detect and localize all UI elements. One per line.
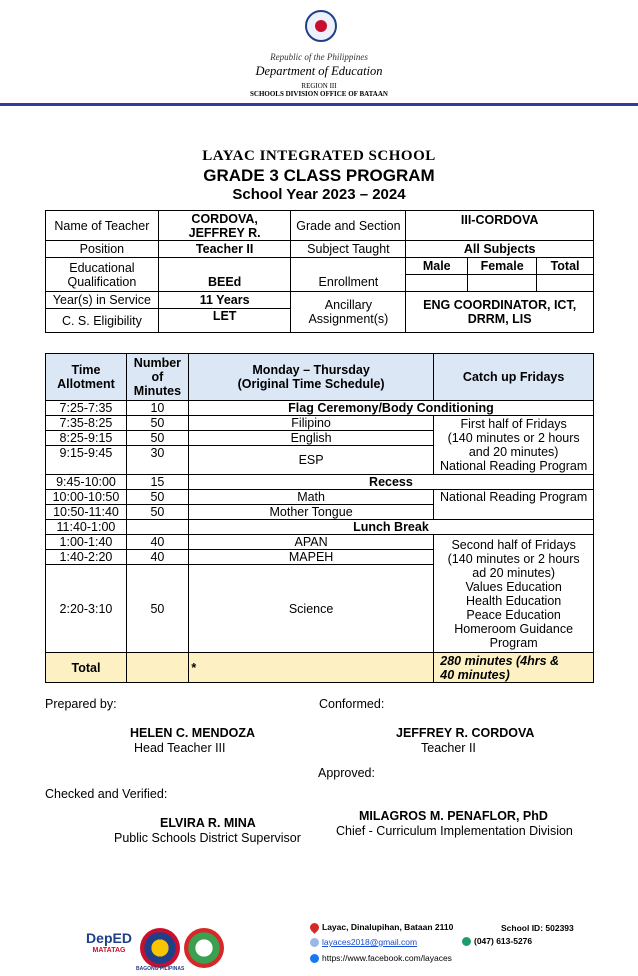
email-icon — [310, 938, 319, 947]
table-row-minutes: 10 — [126, 401, 188, 416]
header-republic: Republic of the Philippines — [270, 52, 368, 62]
header-region: REGION III — [301, 82, 337, 90]
table-row-subject: Lunch Break — [188, 520, 593, 535]
table-row-minutes — [126, 520, 188, 535]
table-row-time: 2:20-3:10 — [46, 565, 127, 653]
table-row-time: 9:15-9:45 — [46, 446, 127, 475]
table-row-time: 10:00-10:50 — [46, 490, 127, 505]
prepared-label: Prepared by: — [45, 697, 117, 711]
facebook-icon — [310, 954, 319, 963]
teacher-value: CORDOVA, JEFFREY R. — [158, 211, 291, 241]
table-row-minutes: 50 — [126, 431, 188, 446]
ancillary-value: ENG COORDINATOR, ICT, DRRM, LIS — [406, 292, 594, 333]
table-row-subject: Mother Tongue — [188, 505, 433, 520]
edu-value: BEEd — [158, 258, 291, 292]
table-row-subject: MAPEH — [188, 550, 433, 565]
checked-title: Public Schools District Supervisor — [114, 831, 301, 845]
phone-icon — [462, 937, 471, 946]
table-row-subject: Math — [188, 490, 433, 505]
edu-label: Educational Qualification — [46, 258, 159, 292]
table-row-time: 10:50-11:40 — [46, 505, 127, 520]
table-row-subject: Science — [188, 565, 433, 653]
deped-matatag-logo: DepED MATATAG — [85, 929, 133, 969]
cs-label: C. S. Eligibility — [46, 309, 159, 333]
footer-facebook[interactable]: https://www.facebook.com/layaces — [310, 953, 452, 963]
footer-school-id: School ID: 502393 — [501, 923, 574, 933]
teacher-label: Name of Teacher — [46, 211, 159, 241]
table-row-subject: English — [188, 431, 433, 446]
table-row-time: 7:35-8:25 — [46, 416, 127, 431]
header-division: SCHOOLS DIVISION OFFICE OF BATAAN — [250, 90, 388, 98]
friday-block-1: First half of Fridays (140 minutes or 2 hours and 20 minutes) National Reading Program — [434, 416, 594, 475]
table-row-minutes: 40 — [126, 550, 188, 565]
table-row-minutes: 15 — [126, 475, 188, 490]
table-row-time: 1:40-2:20 — [46, 550, 127, 565]
school-year: School Year 2023 – 2024 — [232, 186, 406, 203]
enrollment-label: Enrollment — [291, 258, 406, 292]
male-value — [406, 275, 468, 292]
cs-value: LET — [158, 309, 291, 333]
ancillary-label: Ancillary Assignment(s) — [291, 292, 406, 333]
teacher-info-table — [45, 210, 594, 333]
table-row-minutes: 40 — [126, 535, 188, 550]
total-friday: 280 minutes (4hrs & 40 minutes) — [434, 653, 594, 683]
approved-title: Chief - Curriculum Implementation Division — [336, 824, 573, 838]
prepared-name: HELEN C. MENDOZA — [130, 726, 255, 740]
subject-label: Subject Taught — [291, 241, 406, 258]
table-row-time: 7:25-7:35 — [46, 401, 127, 416]
table-row-subject: APAN — [188, 535, 433, 550]
bagong-pilipinas-label: BAGONG PILIPINAS — [136, 966, 185, 972]
female-header: Female — [468, 258, 537, 275]
col-mon-thu-header: Monday – Thursday (Original Time Schedule) — [188, 354, 433, 401]
header-department: Department of Education — [255, 64, 383, 78]
total-star: * — [188, 653, 433, 683]
position-label: Position — [46, 241, 159, 258]
grade-label: Grade and Section — [291, 211, 406, 241]
total-minutes — [126, 653, 188, 683]
header-divider — [0, 103, 638, 106]
page-title: GRADE 3 CLASS PROGRAM — [203, 166, 435, 185]
schedule-table — [45, 353, 594, 683]
total-label: Total — [46, 653, 127, 683]
table-row-minutes: 50 — [126, 416, 188, 431]
table-row-subject: Flag Ceremony/Body Conditioning — [188, 401, 593, 416]
table-row-minutes: 50 — [126, 505, 188, 520]
years-label: Year(s) in Service — [46, 292, 159, 309]
footer-address: Layac, Dinalupihan, Bataan 2110 — [310, 922, 453, 932]
friday-block-3: Second half of Fridays (140 minutes or 2 hours ad 20 minutes) Values Education Health Education Peace Education Homeroom Guidance Program — [434, 535, 594, 653]
conformed-title: Teacher II — [421, 741, 476, 755]
table-row-subject: Filipino — [188, 416, 433, 431]
table-row-time: 11:40-1:00 — [46, 520, 127, 535]
table-row-time: 9:45-10:00 — [46, 475, 127, 490]
table-row-time: 8:25-9:15 — [46, 431, 127, 446]
school-name: LAYAC INTEGRATED SCHOOL — [202, 148, 436, 164]
bagong-pilipinas-logo — [140, 928, 180, 968]
total-header: Total — [537, 258, 594, 275]
col-time-header: Time Allotment — [46, 354, 127, 401]
footer-email[interactable]: layaces2018@gmail.com — [310, 937, 417, 947]
checked-name: ELVIRA R. MINA — [160, 816, 256, 830]
female-value — [468, 275, 537, 292]
position-value: Teacher II — [158, 241, 291, 258]
total-value — [537, 275, 594, 292]
deped-seal-icon — [305, 10, 337, 42]
table-row-minutes: 30 — [126, 446, 188, 475]
approved-name: MILAGROS M. PENAFLOR, PhD — [359, 809, 548, 823]
table-row-time: 1:00-1:40 — [46, 535, 127, 550]
table-row-minutes: 50 — [126, 565, 188, 653]
table-row-minutes: 50 — [126, 490, 188, 505]
approved-label: Approved: — [318, 766, 375, 780]
conformed-label: Conformed: — [319, 697, 385, 711]
location-pin-icon — [308, 921, 321, 934]
subject-value: All Subjects — [406, 241, 594, 258]
male-header: Male — [406, 258, 468, 275]
conformed-name: JEFFREY R. CORDOVA — [396, 726, 535, 740]
table-row-subject: ESP — [188, 446, 433, 475]
col-friday-header: Catch up Fridays — [434, 354, 594, 401]
checked-label: Checked and Verified: — [45, 787, 168, 801]
years-value: 11 Years — [158, 292, 291, 309]
footer-phone: (047) 613-5276 — [462, 936, 532, 946]
prepared-title: Head Teacher III — [134, 741, 226, 755]
school-seal-logo — [184, 928, 224, 968]
table-row-subject: Recess — [188, 475, 593, 490]
friday-block-2: National Reading Program — [434, 490, 594, 520]
grade-value: III-CORDOVA — [406, 211, 594, 241]
col-minutes-header: Number of Minutes — [126, 354, 188, 401]
